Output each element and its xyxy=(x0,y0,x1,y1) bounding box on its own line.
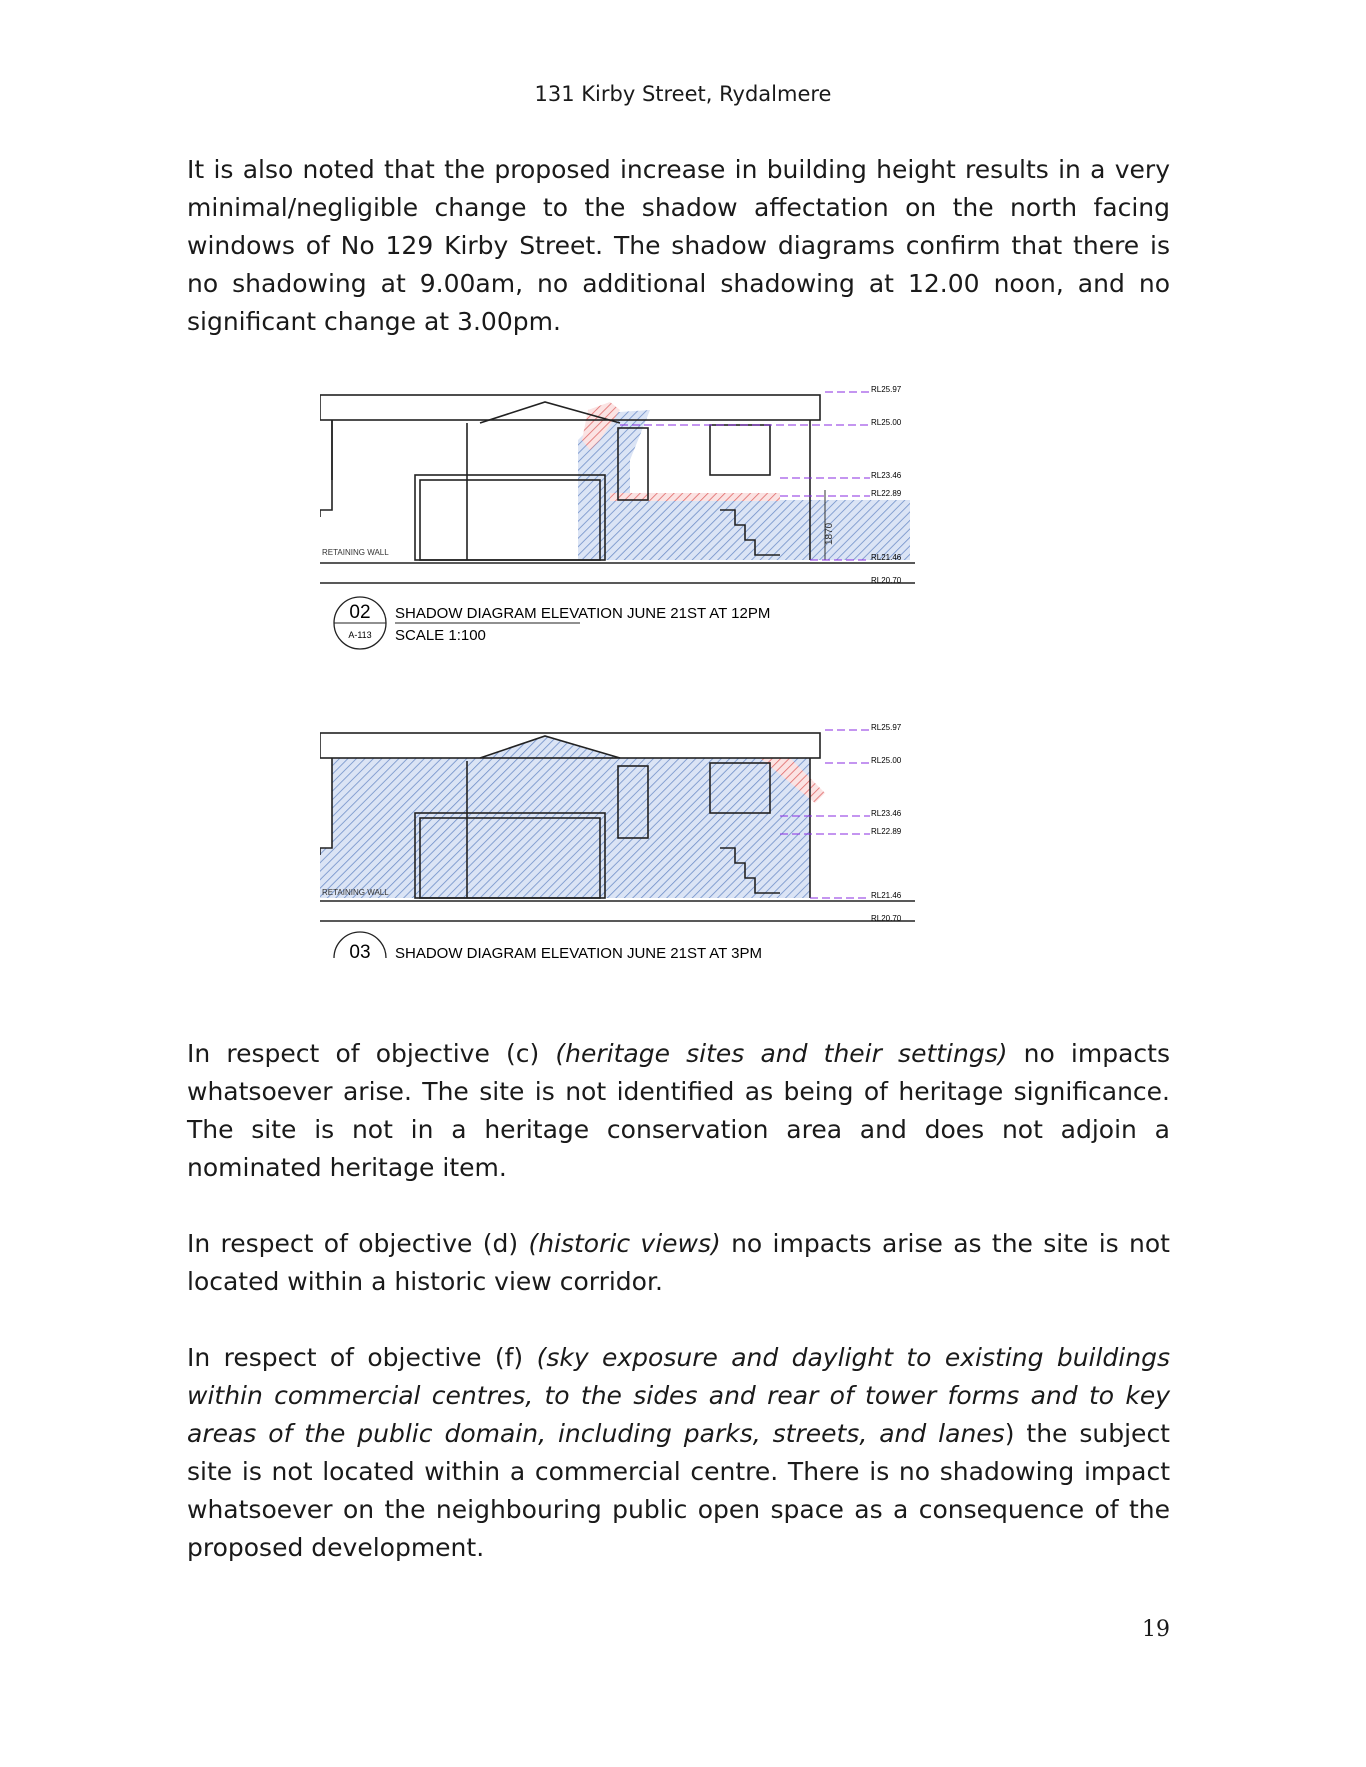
dimension-label: 1870 xyxy=(824,522,835,545)
figure-scale: SCALE 1:100 xyxy=(395,627,486,644)
level-label: RL20.70 xyxy=(871,576,902,585)
level-marker xyxy=(825,723,902,732)
paragraph-objective-f: In respect of objective (f) (sky exposure and daylight to existing buildings within commercial centres, to the sides and rear of tower forms and to key areas of the public domain, including parks, streets, and lanes) the subject site is not located within a commercial centre. There is no shadowing impact whatsoever on the neighbouring public open space as a consequence of the proposed development. xyxy=(187,1343,1170,1562)
level-label: RL25.97 xyxy=(871,385,902,394)
level-label: RL22.89 xyxy=(871,827,902,836)
level-label: RL21.46 xyxy=(871,553,902,562)
retaining-wall-label: RETAINING WALL xyxy=(322,888,389,897)
level-label: RL25.97 xyxy=(871,723,902,732)
retaining-wall-label: RETAINING WALL xyxy=(322,548,389,557)
figure-caption xyxy=(334,597,770,649)
level-marker xyxy=(871,914,902,923)
level-label: RL21.46 xyxy=(871,891,902,900)
level-label: RL20.70 xyxy=(871,914,902,923)
level-label: RL25.00 xyxy=(871,756,902,765)
level-marker xyxy=(825,756,902,765)
figure-number: 02 xyxy=(349,602,371,623)
shadow-diagram-3pm xyxy=(320,718,1040,968)
paragraph-objective-c: In respect of objective (c) (heritage sites and their settings) no impacts whatsoever arise. The site is not identified as being of heritage significance. The site is not in a heritage conservation area and does not adjoin a nominated heritage item. xyxy=(187,1039,1170,1182)
level-label: RL23.46 xyxy=(871,809,902,818)
level-marker xyxy=(780,471,902,480)
building-outline xyxy=(320,395,820,560)
page-number: 19 xyxy=(1142,1617,1170,1642)
shadow-diagram-12pm xyxy=(320,380,1040,670)
figure-number: 03 xyxy=(349,942,371,963)
figure-title: SHADOW DIAGRAM ELEVATION JUNE 21ST AT 3PM xyxy=(395,945,763,962)
level-label: RL23.46 xyxy=(871,471,902,480)
paragraph-objective-d: In respect of objective (d) (historic views) no impacts arise as the site is not located within a historic view corridor. xyxy=(187,1229,1170,1296)
figure-title: SHADOW DIAGRAM ELEVATION JUNE 21ST AT 12PM xyxy=(395,605,771,622)
level-label: RL25.00 xyxy=(871,418,902,427)
paragraph-shadow-summary: It is also noted that the proposed increase in building height results in a very minimal/negligible change to the shadow affectation on the north facing windows of No 129 Kirby Street. The shadow diagrams confirm that there is no shadowing at 9.00am, no additional shadowing at 12.00 noon, and no significant change at 3.00pm. xyxy=(187,155,1170,336)
shadow-area xyxy=(578,403,910,560)
level-marker xyxy=(810,891,902,900)
sheet-reference: A-113 xyxy=(348,630,372,640)
level-marker xyxy=(780,489,902,498)
page-header: 131 Kirby Street, Rydalmere xyxy=(534,82,832,106)
level-label: RL22.89 xyxy=(871,489,902,498)
level-marker xyxy=(871,576,902,585)
shadow-area xyxy=(320,736,810,898)
level-marker xyxy=(825,385,902,394)
figure-caption xyxy=(334,932,762,963)
